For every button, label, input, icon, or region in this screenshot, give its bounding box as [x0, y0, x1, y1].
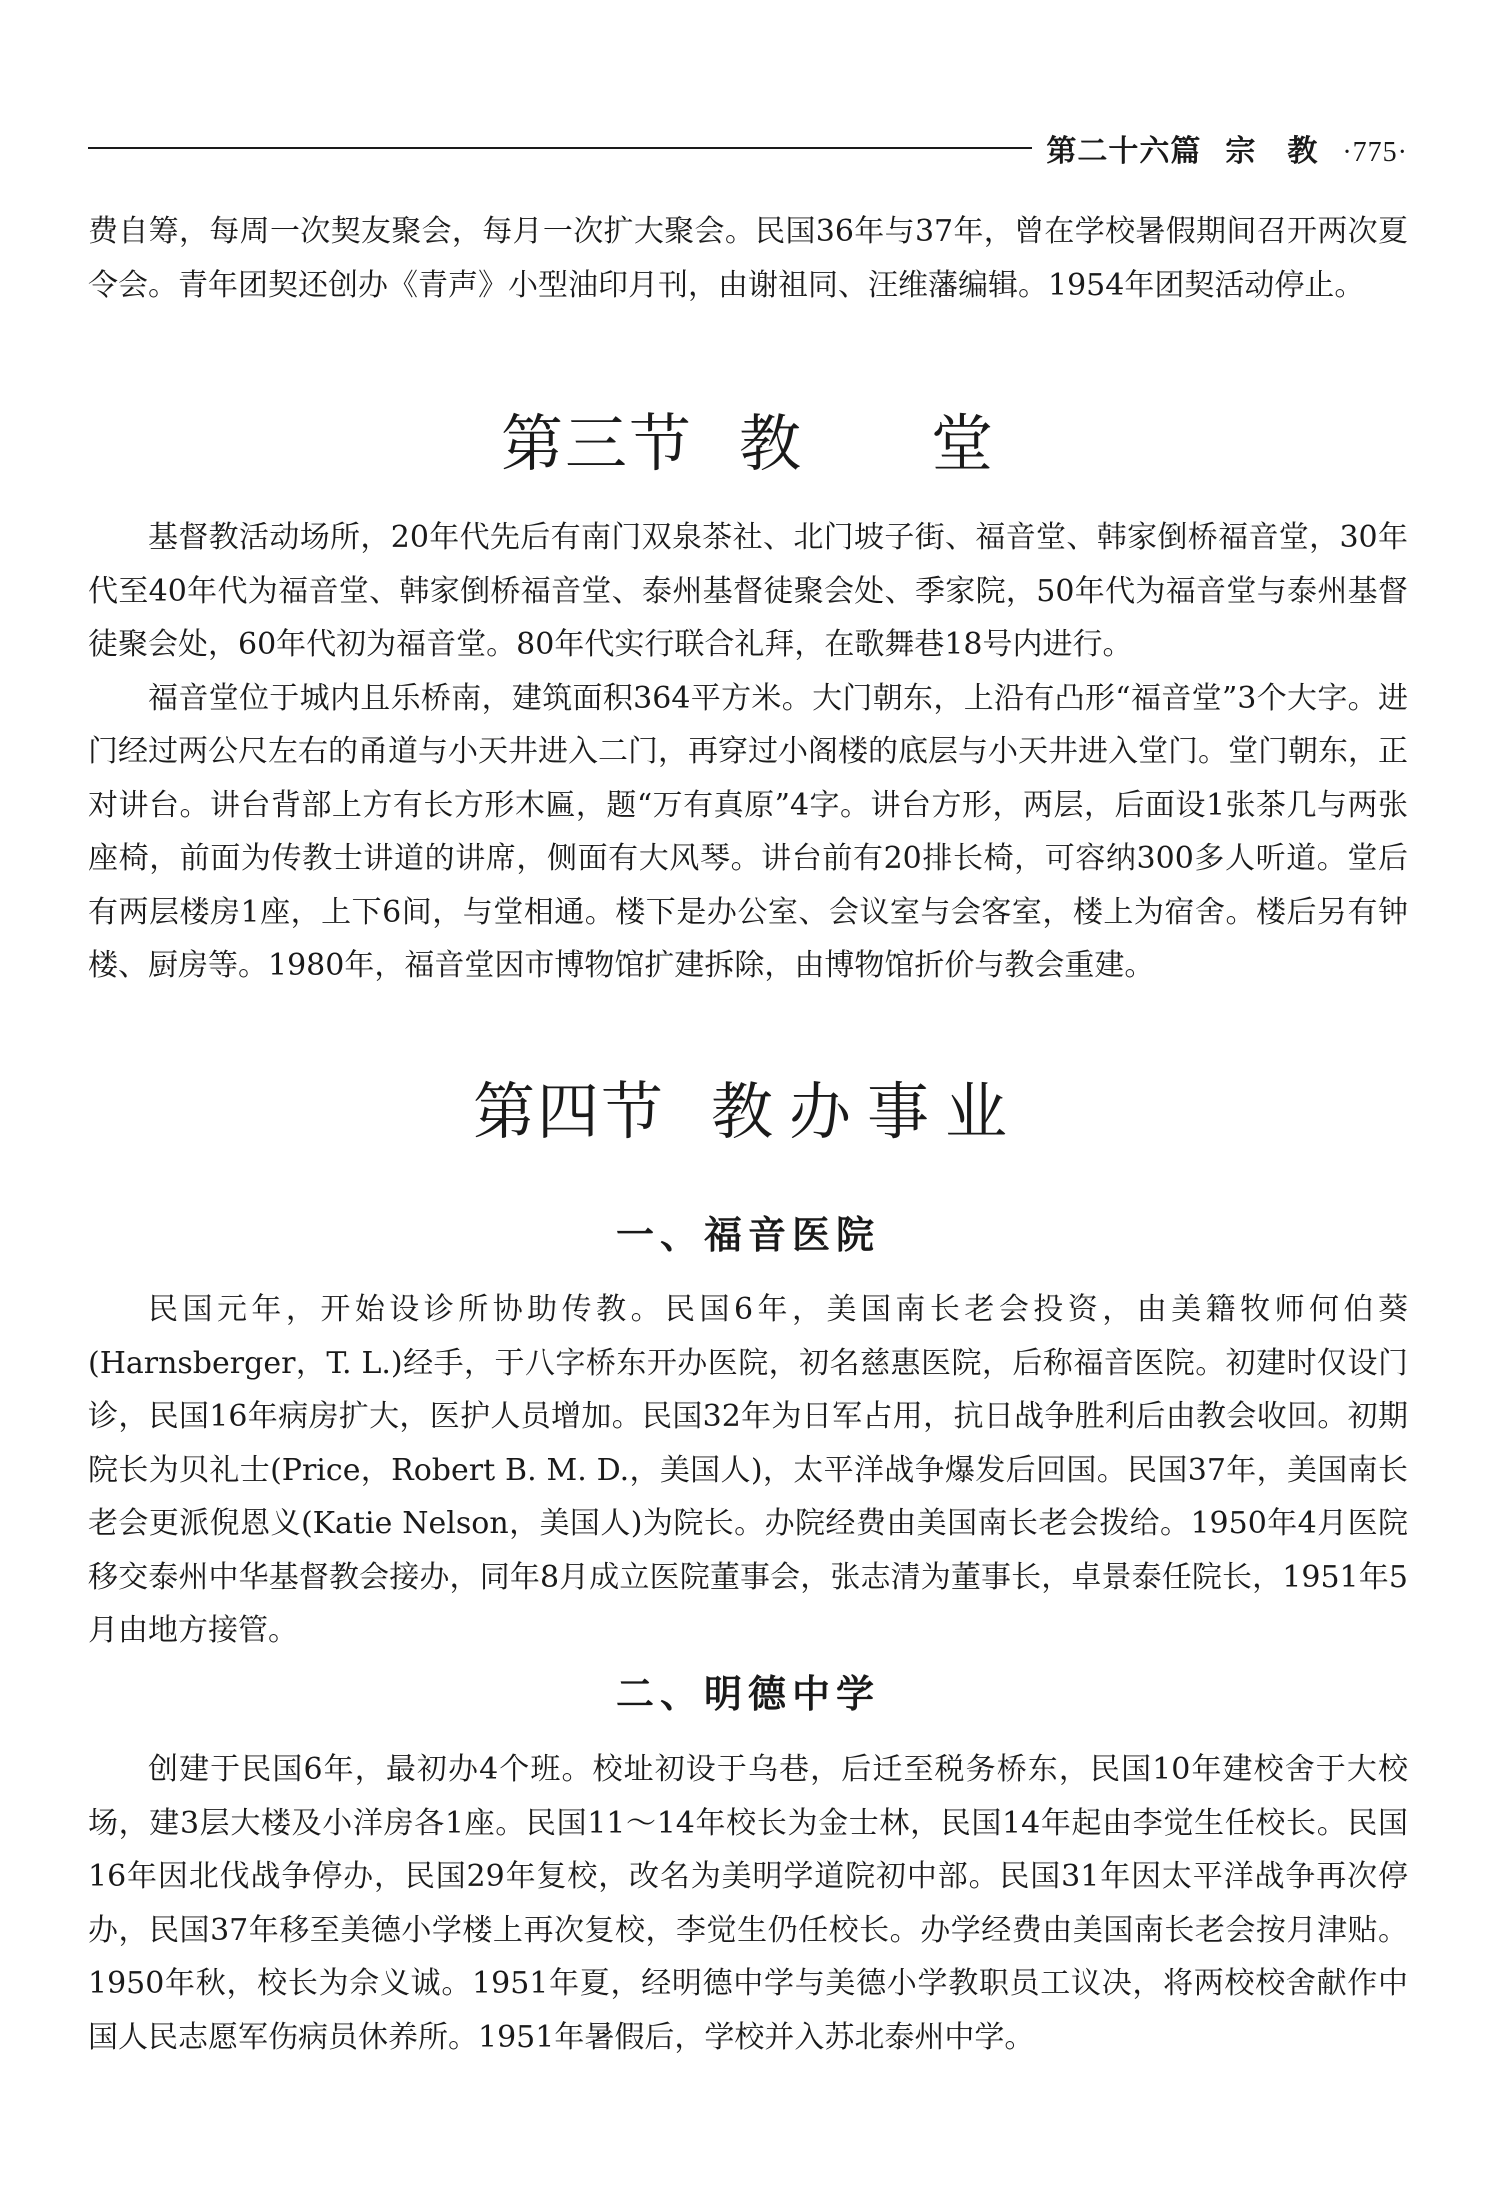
subsection-2-body: [88, 1743, 1408, 2064]
section-3-number: 第三节: [500, 407, 693, 480]
section-3-paragraph-2: 福音堂位于城内且乐桥南，建筑面积364平方米。大门朝东，上沿有凸形“福音堂”3个大字。进门经过两公尺左右的甬道与小天井进入二门，再穿过小阁楼的底层与小天井进入堂门。堂门朝东，正对讲台。讲台背部上方有长方形木匾，题“万有真原”4字。讲台方形，两层，后面设1张茶几与两张座椅，前面为传教士讲道的讲席，侧面有大风琴。讲台前有20排长椅，可容纳300多人听道。堂后有两层楼房1座，上下6间，与堂相通。楼下是办公室、会议室与会客室，楼上为宿舍。楼后另有钟楼、厨房等。1980年，福音堂因市博物馆扩建拆除，由博物馆折价与教会重建。: [88, 680, 1408, 983]
section-3-body: [88, 511, 1408, 993]
section-3-heading: [88, 404, 1408, 484]
subsection-1-body: [88, 1283, 1408, 1658]
header-chapter: 第二十六篇: [1046, 134, 1202, 169]
subsection-2-paragraph: 创建于民国6年，最初办4个班。校址初设于乌巷，后迁至税务桥东，民国10年建校舍于大校场，建3层大楼及小洋房各1座。民国11～14年校长为金士林，民国14年起由李觉生任校长。民国16年因北伐战争停办，民国29年复校，改名为美明学道院初中部。民国31年因太平洋战争再次停办，民国37年移至美德小学楼上再次复校，李觉生仍任校长。办学经费由美国南长老会按月津贴。1950年秋，校长为佘义诚。1951年夏，经明德中学与美德小学教职员工议决，将两校校舍献作中国人民志愿军伤病员休养所。1951年暑假后，学校并入苏北泰州中学。: [88, 1752, 1408, 2055]
section-3-title: 教 堂: [739, 407, 996, 480]
section-4-heading: [88, 1072, 1408, 1152]
section-4-title: 教办事业: [711, 1075, 1024, 1148]
section-3-paragraph-1: 基督教活动场所，20年代先后有南门双泉茶社、北门坡子街、福音堂、韩家倒桥福音堂，30年代至40年代为福音堂、韩家倒桥福音堂、泰州基督徒聚会处、季家院，50年代为福音堂与泰州基督徒聚会处，60年代初为福音堂。80年代实行联合礼拜，在歌舞巷18号内进行。: [88, 520, 1408, 662]
subsection-1: [88, 1205, 1408, 1265]
subsection-1-title: 一、福音医院: [615, 1213, 880, 1257]
header-rule: [88, 147, 1032, 149]
subsection-2-title: 二、明德中学: [615, 1672, 880, 1716]
section-4-number: 第四节: [472, 1075, 665, 1148]
section-3: [88, 404, 1408, 484]
opening-paragraph: 费自筹，每周一次契友聚会，每月一次扩大聚会。民国36年与37年，曾在学校暑假期间召开两次夏令会。青年团契还创办《青声》小型油印月刊，由谢祖同、汪维藩编辑。1954年团契活动停止。: [88, 214, 1408, 303]
header-topic: 宗 教: [1225, 134, 1319, 169]
running-header: [88, 126, 1408, 170]
opening-block: [88, 205, 1408, 312]
section-4: [88, 1072, 1408, 1152]
subsection-2: [88, 1664, 1408, 1724]
subsection-1-paragraph: 民国元年，开始设诊所协助传教。民国6年，美国南长老会投资，由美籍牧师何伯葵(Harnsberger，T. L.)经手，于八字桥东开办医院，初名慈惠医院，后称福音医院。初建时仅设门诊，民国16年病房扩大，医护人员增加。民国32年为日军占用，抗日战争胜利后由教会收回。初期院长为贝礼士(Price，Robert B. M. D.，美国人)，太平洋战争爆发后回国。民国37年，美国南长老会更派倪恩义(Katie Nelson，美国人)为院长。办院经费由美国南长老会拨给。1950年4月医院移交泰州中华基督教会接办，同年8月成立医院董事会，张志清为董事长，卓景泰任院长，1951年5月由地方接管。: [88, 1292, 1408, 1648]
header-page-number: ·775·: [1342, 137, 1408, 168]
header-text: [1046, 126, 1408, 170]
